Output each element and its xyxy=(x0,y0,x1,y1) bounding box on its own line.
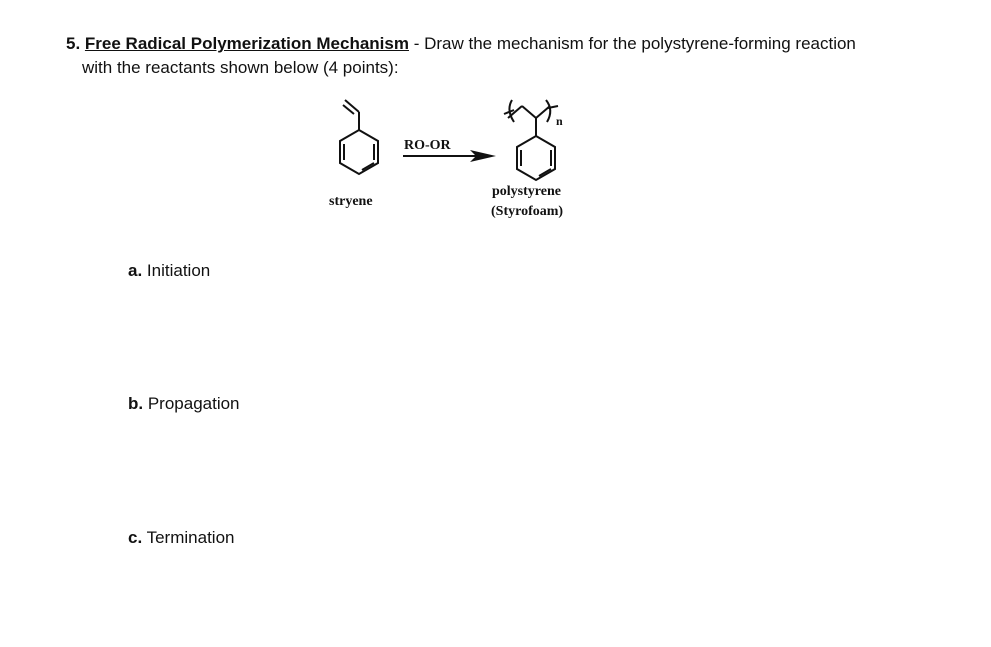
styrene-label: stryene xyxy=(329,194,373,209)
part-letter: a. xyxy=(128,261,143,280)
part-label: Propagation xyxy=(143,394,240,413)
part-label: Initiation xyxy=(142,261,211,280)
styrofoam-label: (Styrofoam) xyxy=(491,204,564,219)
part-propagation xyxy=(128,394,240,414)
question-instruction-2: with the reactants shown below (4 points): xyxy=(82,58,399,77)
part-label: Termination xyxy=(142,528,235,547)
part-letter: b. xyxy=(128,394,144,413)
question-number: 5. xyxy=(66,34,81,53)
part-letter: c. xyxy=(128,528,143,547)
question-title: Free Radical Polymerization Mechanism xyxy=(84,34,409,53)
reagent-label: RO-OR xyxy=(404,138,451,153)
styrene-structure xyxy=(340,100,378,174)
part-initiation xyxy=(128,261,210,281)
polystyrene-label: polystyrene xyxy=(492,184,561,199)
reaction-drawing xyxy=(300,92,640,232)
polystyrene-structure xyxy=(504,100,558,180)
part-termination xyxy=(128,528,234,548)
reaction-scheme xyxy=(300,92,640,232)
repeat-subscript: n xyxy=(556,114,563,128)
question-instruction-1: - Draw the mechanism for the polystyrene-forming reaction xyxy=(408,34,856,53)
question-text xyxy=(66,32,966,80)
